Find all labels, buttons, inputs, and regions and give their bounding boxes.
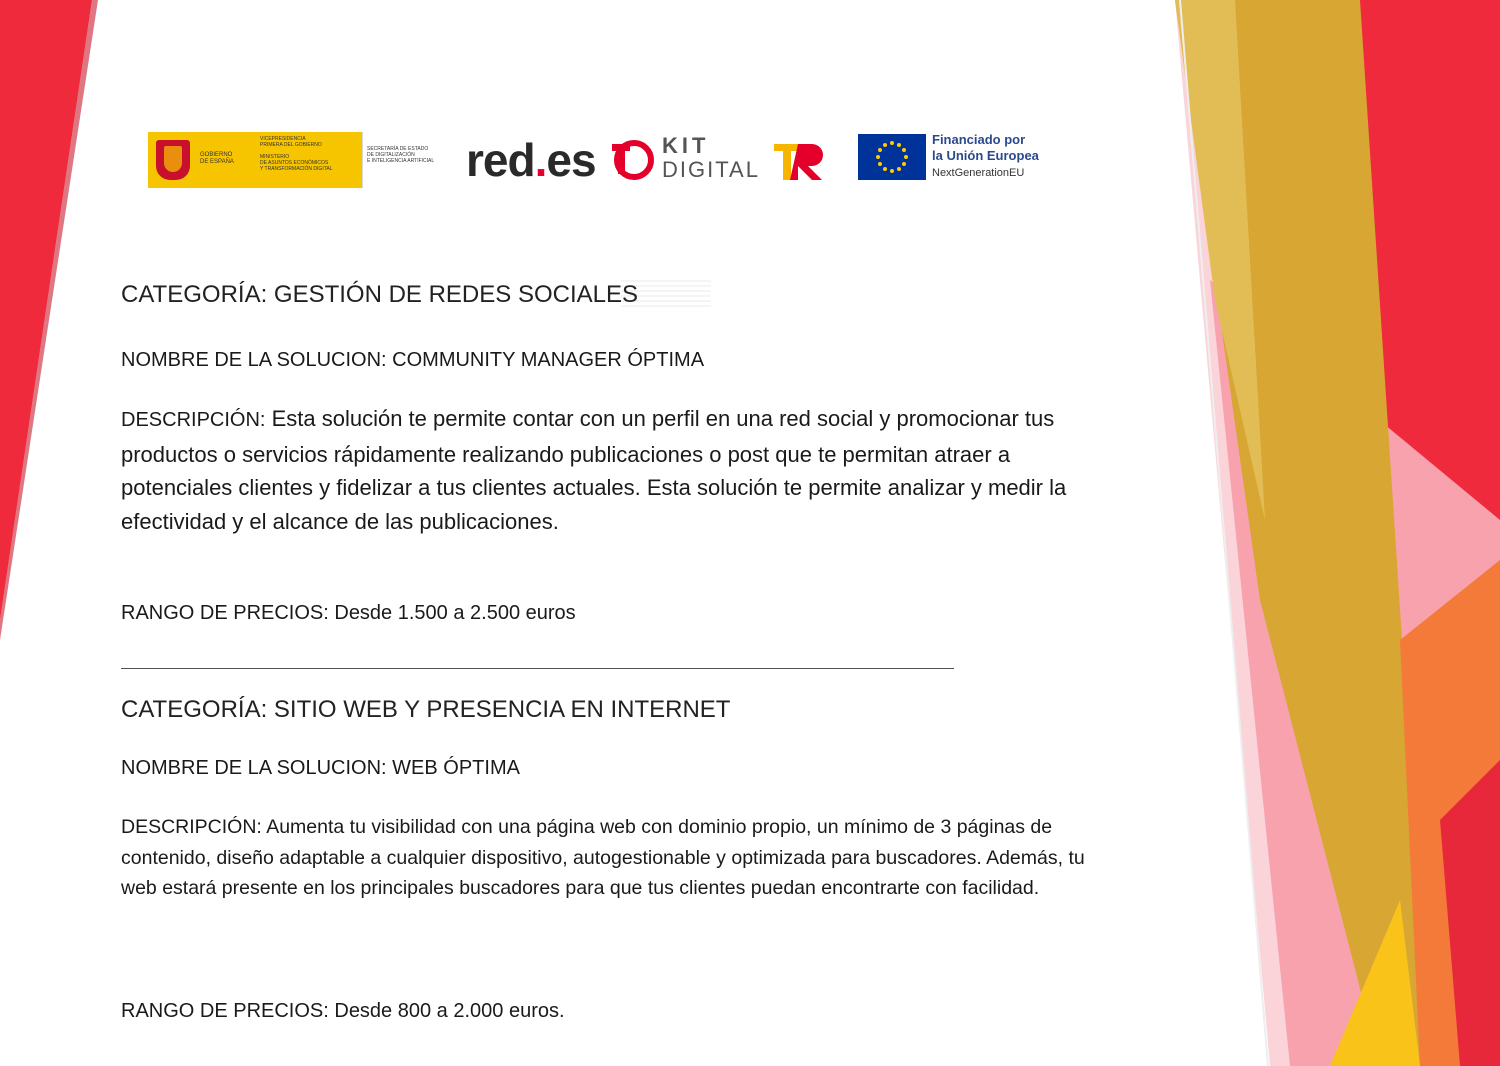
section2-solution-name: NOMBRE DE LA SOLUCION: WEB ÓPTIMA [121, 757, 520, 779]
section2-category: CATEGORÍA: SITIO WEB Y PRESENCIA EN INTERNET [121, 696, 731, 723]
section2-description-text: Aumenta tu visibilidad con una página web con dominio propio, un mínimo de 3 páginas de contenido, diseño adaptable a cualquier dispositivo, autogestionable y optimizada para buscadores. Además, tu web estará presente en los principales buscadores para que tus clientes puedan encontrarte con facilidad. [121, 816, 1085, 899]
redes-logo-red: red [466, 134, 535, 186]
eu-line-3: NextGenerationEU [932, 167, 1025, 179]
section1-description-text: Esta solución te permite contar con un perfil en una red social y promocionar tus productos o servicios rápidamente realizando publicaciones o post que te permitan atraer a potenciales clientes y fidelizar a tus clientes actuales. Esta solución te permite analizar y medir la efectividad y el alcance de las publicaciones. [121, 406, 1067, 534]
redes-logo [466, 132, 596, 188]
ministerio-text: VICEPRESIDENCIA PRIMERA DEL GOBIERNO MINISTERIO DE ASUNTOS ECONÓMICOS Y TRANSFORMACIÓN DIGITAL [260, 136, 333, 172]
kit-text: KIT [662, 133, 710, 158]
logo-strip [148, 128, 1058, 192]
section2-description [121, 812, 1096, 904]
coat-of-arms-icon [156, 140, 190, 180]
secretaria-logo [362, 132, 451, 188]
eu-line-2: la Unión Europea [932, 148, 1039, 163]
section2-description-label: DESCRIPCIÓN: [121, 816, 262, 838]
kit-digital-logo [610, 134, 770, 186]
gobierno-text: GOBIERNO DE ESPAÑA [200, 152, 234, 165]
section2-price: RANGO DE PRECIOS: Desde 800 a 2.000 euros. [121, 1000, 565, 1022]
gobierno-espana-logo [148, 132, 362, 188]
eu-line-1: Financiado por [932, 132, 1026, 147]
kit-digital-mark-icon [610, 138, 654, 182]
redes-logo-dot: . [534, 134, 547, 186]
eu-funding-logo [858, 132, 1058, 188]
section1-solution-name: NOMBRE DE LA SOLUCION: COMMUNITY MANAGER ÓPTIMA [121, 349, 705, 371]
section-divider [121, 668, 954, 669]
section1-description [121, 402, 1081, 538]
section1-description-label: DESCRIPCIÓN: [121, 409, 266, 431]
section1-price: RANGO DE PRECIOS: Desde 1.500 a 2.500 euros [121, 602, 576, 624]
secretaria-text: SECRETARÍA DE ESTADO DE DIGITALIZACIÓN E INTELIGENCIA ARTIFICIAL [367, 146, 435, 164]
plan-recuperacion-logo [774, 138, 830, 182]
eu-flag-icon [858, 134, 926, 180]
section1-category: CATEGORÍA: GESTIÓN DE REDES SOCIALES [121, 281, 638, 308]
digital-text: DIGITAL [662, 157, 760, 182]
redes-logo-es: es [546, 134, 596, 186]
